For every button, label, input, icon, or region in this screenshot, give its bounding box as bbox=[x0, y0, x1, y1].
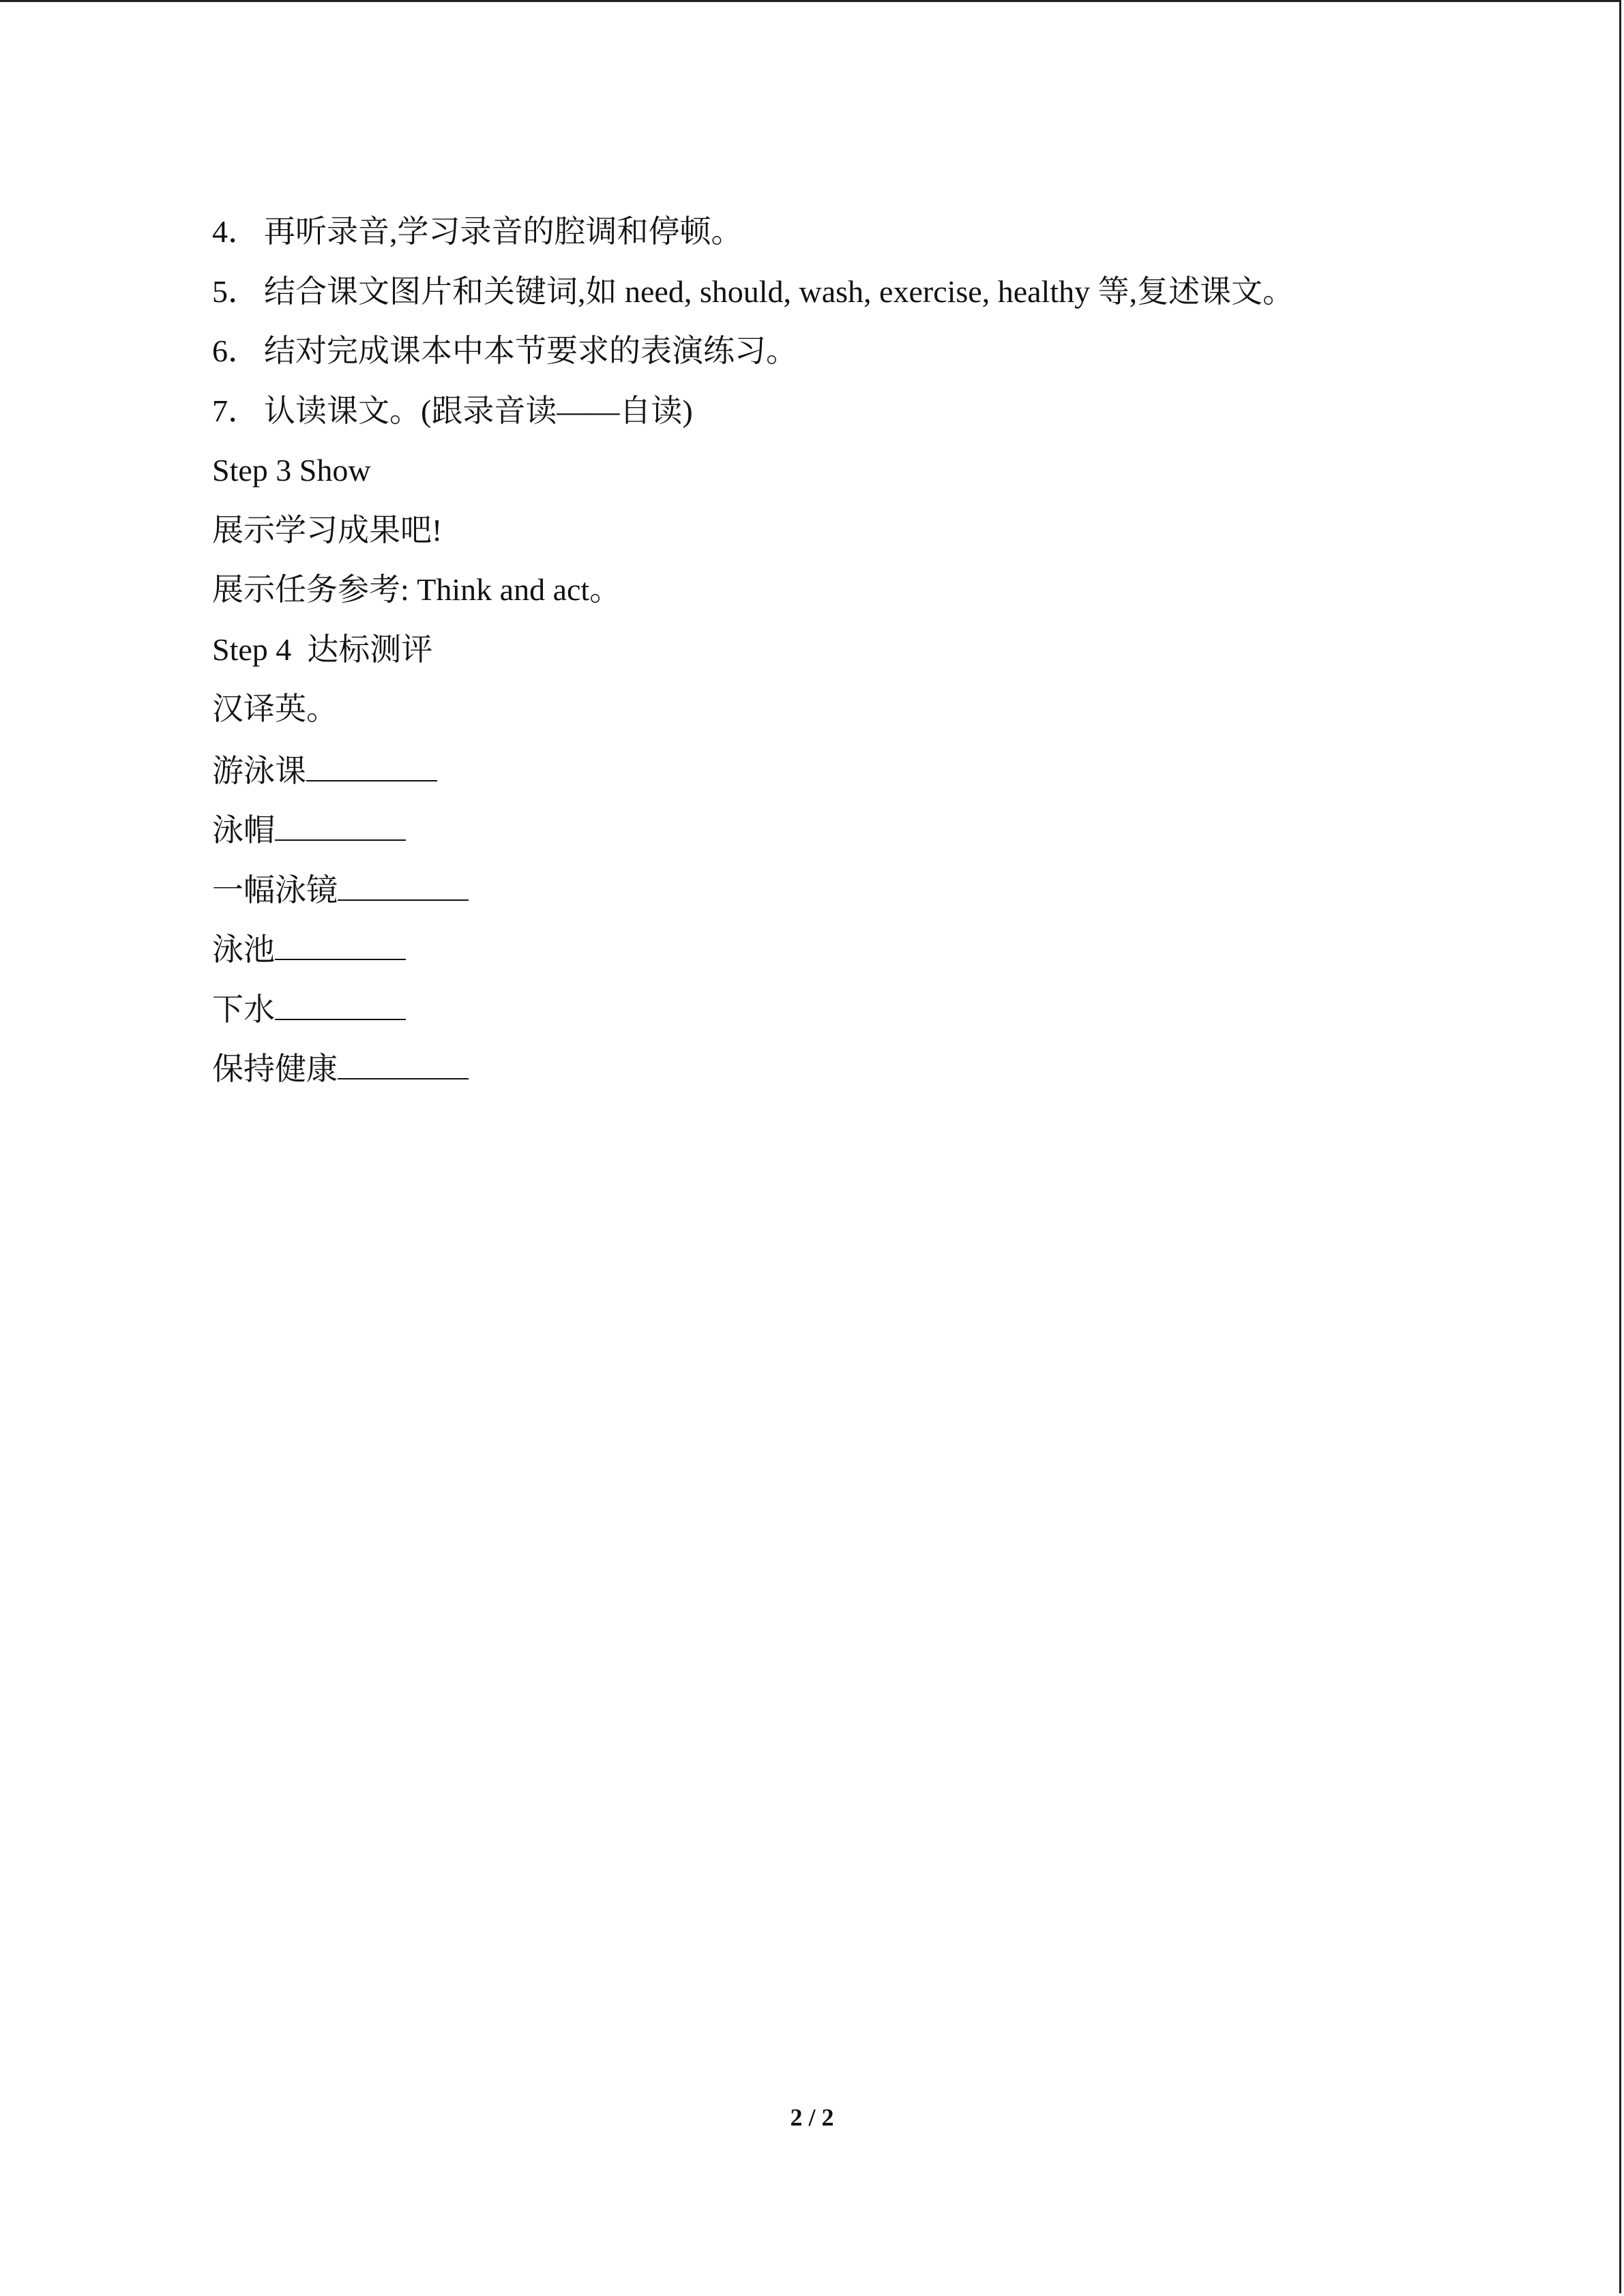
step-item bbox=[212, 273, 1508, 311]
answer-blank bbox=[275, 989, 406, 1020]
translation-prompt: 泳帽 bbox=[212, 813, 275, 848]
translation-item bbox=[212, 809, 1508, 848]
translation-item bbox=[212, 750, 1508, 788]
translation-prompt: 一幅泳镜 bbox=[212, 872, 338, 908]
translation-item bbox=[212, 929, 1508, 967]
step-item bbox=[212, 392, 1508, 430]
step-number: 4． bbox=[212, 214, 259, 249]
translation-prompt: 泳池 bbox=[212, 932, 275, 967]
answer-blank bbox=[275, 809, 406, 841]
page-number: 2 / 2 bbox=[790, 2104, 834, 2131]
translation-prompt: 保持健康 bbox=[212, 1052, 338, 1086]
translation-item bbox=[212, 1048, 1508, 1086]
step-item bbox=[212, 332, 1508, 370]
step-number: 5． bbox=[212, 273, 259, 309]
step-text: 结对完成课本中本节要求的表演练习。 bbox=[264, 333, 797, 368]
answer-blank bbox=[275, 929, 406, 960]
answer-blank bbox=[306, 750, 437, 781]
step-number: 6． bbox=[212, 333, 259, 368]
step3-heading: Step 3 Show bbox=[212, 453, 371, 488]
answer-blank bbox=[338, 869, 469, 901]
step-text: 认读课文。(跟录音读——自读) bbox=[264, 393, 693, 428]
step-text: 结合课文图片和关键词,如 need, should, wash, exercise, healthy 等,复述课文。 bbox=[264, 273, 1295, 309]
step-text: 再听录音,学习录音的腔调和停顿。 bbox=[264, 214, 743, 249]
step3-line-1: 展示学习成果吧! bbox=[212, 512, 443, 548]
step4-heading: Step 4 达标测评 bbox=[212, 631, 433, 667]
step-number: 7． bbox=[212, 393, 259, 428]
document-body bbox=[212, 213, 1508, 1108]
step3-line-2: 展示任务参考: Think and act。 bbox=[212, 572, 621, 607]
answer-blank bbox=[338, 1048, 469, 1079]
translation-prompt: 下水 bbox=[212, 992, 275, 1027]
translation-item bbox=[212, 989, 1508, 1027]
step-item bbox=[212, 213, 1508, 251]
step4-instruction: 汉译英。 bbox=[212, 691, 338, 726]
translation-item bbox=[212, 869, 1508, 908]
translation-prompt: 游泳课 bbox=[212, 753, 306, 788]
